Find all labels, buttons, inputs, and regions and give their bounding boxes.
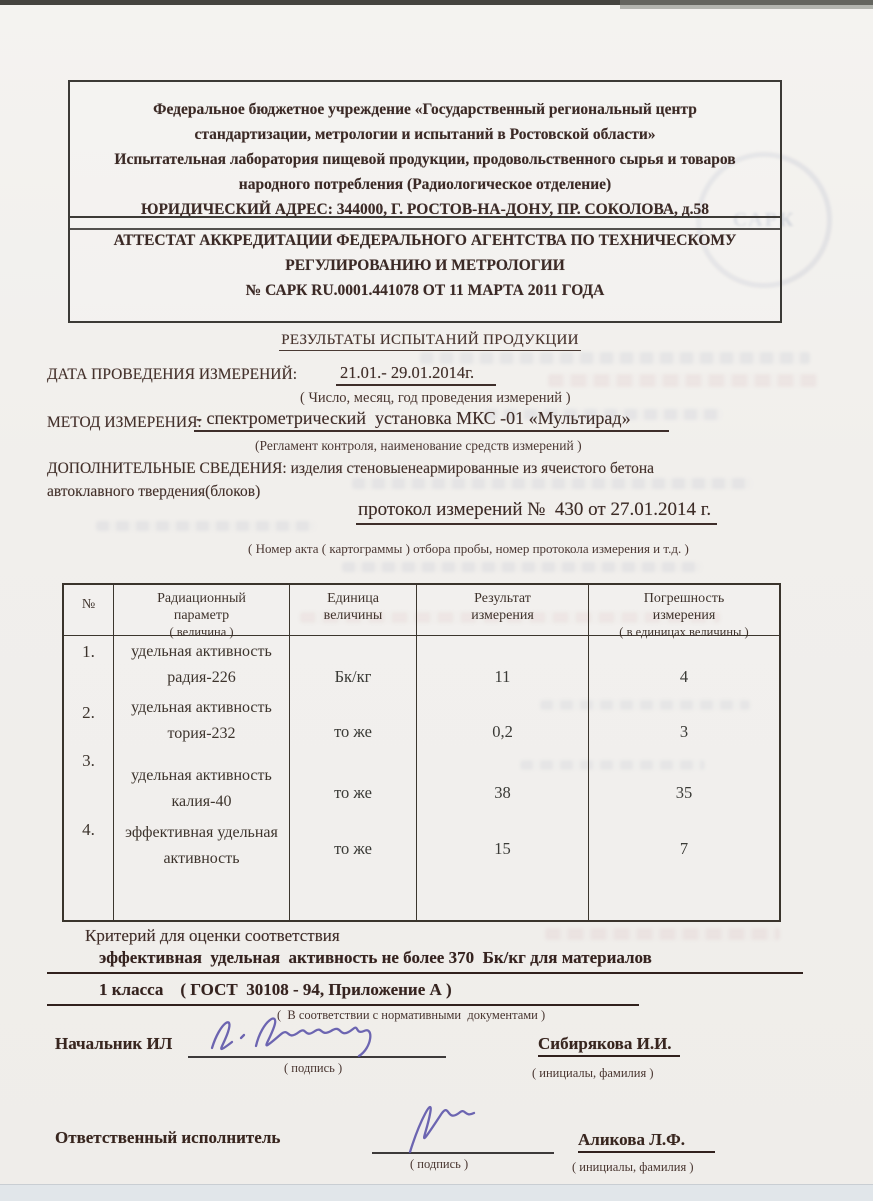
scan-top-edge-shadow: [620, 0, 873, 9]
header-cell-result: [417, 585, 589, 636]
header-error-line: измерения: [652, 608, 716, 623]
scan-bottom-edge: [0, 1184, 873, 1201]
header-param-line: Радиационный: [157, 591, 246, 606]
method-label: МЕТОД ИЗМЕРЕНИЯ:: [47, 414, 202, 431]
row-parameter-line: радия-226: [167, 669, 236, 686]
header-unit-line: Единица: [327, 591, 379, 606]
row-parameter-line: эффективная удельная: [125, 824, 278, 841]
bleed-through-ghost: [545, 928, 780, 940]
header-cell-error: [589, 585, 779, 639]
row-number: 2.: [64, 694, 114, 750]
organization-header-box: [68, 80, 782, 230]
method-hint: (Регламент контроля, наименование средств измерений ): [255, 438, 582, 453]
row-error: 3: [679, 722, 689, 741]
bleed-through-ghost: [342, 562, 702, 572]
criteria-label: Критерий для оценки соответствия: [85, 926, 340, 945]
row-parameter-line: удельная активность: [131, 643, 272, 660]
table-header-row: [64, 585, 779, 639]
document-title-wrap: [0, 331, 860, 351]
row-result: 15: [417, 816, 589, 920]
row-number: 4.: [64, 816, 114, 920]
stamp-ghost-text: САРК: [732, 208, 796, 231]
header-error-subline: ( в единицах величины ): [619, 625, 749, 639]
header-param-subline: ( величина ): [169, 625, 234, 639]
criteria-line-2: 1 класса ( ГОСТ 30108 - 94, Приложение А ): [47, 980, 639, 1006]
row-parameter-line: тория-232: [167, 725, 236, 742]
head-handwritten-signature: [196, 1002, 432, 1060]
accreditation-number-line: № САРК RU.0001.441078 ОТ 11 МАРТА 2011 ГОДА: [245, 282, 605, 299]
row-parameter: [114, 750, 290, 816]
executor-role-label: Ответственный исполнитель: [55, 1128, 281, 1147]
row-unit: Бк/кг: [290, 636, 417, 694]
protocol-number-line: протокол измерений № 430 от 27.01.2014 г.: [356, 499, 717, 525]
method-value: - спектрометрический установка МКС -01 «Мультирад»: [194, 408, 669, 432]
accreditation-box: [68, 216, 782, 323]
header-cell-num: [64, 585, 114, 636]
bleed-through-ghost: [548, 374, 818, 387]
accreditation-line: АТТЕСТАТ АККРЕДИТАЦИИ ФЕДЕРАЛЬНОГО АГЕНТСТВА ПО ТЕХНИЧЕСКОМУ: [113, 232, 737, 249]
protocol-hint: ( Номер акта ( картограммы ) отбора пробы, номер протокола измерения и т.д. ): [248, 541, 689, 556]
header-error-line: Погрешность: [643, 591, 725, 606]
org-line: Федеральное бюджетное учреждение «Государственный региональный центр: [153, 101, 697, 118]
table-row: [64, 694, 779, 750]
row-error: 7: [679, 839, 689, 858]
header-unit-line: величины: [323, 608, 383, 623]
executor-name: Аликова Л.Ф.: [578, 1130, 715, 1153]
table-row: [64, 750, 779, 816]
header-param-line: параметр: [173, 608, 230, 623]
row-number: 3.: [64, 750, 114, 816]
row-parameter: [114, 636, 290, 694]
row-result: 11: [417, 636, 589, 694]
date-hint: ( Число, месяц, год проведения измерений ): [300, 390, 571, 406]
executor-handwritten-signature: [382, 1090, 508, 1156]
row-error: 35: [675, 783, 693, 802]
head-role-label: Начальник ИЛ: [55, 1034, 173, 1053]
header-cell-param: [114, 585, 290, 639]
header-result-line: Результат: [474, 591, 531, 606]
head-name-hint: ( инициалы, фамилия ): [532, 1066, 654, 1080]
row-parameter: [114, 816, 290, 920]
row-result: 38: [417, 750, 589, 816]
date-value: 21.01.- 29.01.2014г.: [336, 363, 496, 386]
row-result: 0,2: [417, 694, 589, 750]
row-unit: то же: [290, 694, 417, 750]
executor-signature-hint: ( подпись ): [410, 1157, 469, 1171]
bleed-through-ghost: [96, 521, 316, 531]
executor-name-hint: ( инициалы, фамилия ): [572, 1160, 694, 1174]
row-parameter: [114, 694, 290, 750]
criteria-line-1: эффективная удельная активность не более 370 Бк/кг для материалов: [47, 948, 803, 974]
additional-info: ДОПОЛНИТЕЛЬНЫЕ СВЕДЕНИЯ: изделия стеновыенеармированные из ячеистого бетона автоклавного твердения(блоков): [47, 460, 658, 500]
row-unit: то же: [290, 750, 417, 816]
date-label: ДАТА ПРОВЕДЕНИЯ ИЗМЕРЕНИЙ:: [47, 366, 297, 383]
head-name: Сибирякова И.И.: [538, 1034, 680, 1057]
row-unit: то же: [290, 816, 417, 920]
org-address-line: ЮРИДИЧЕСКИЙ АДРЕС: 344000, Г. РОСТОВ-НА-ДОНУ, ПР. СОКОЛОВА, д.58: [141, 201, 709, 218]
row-parameter-line: удельная активность: [131, 767, 272, 784]
results-table: [62, 583, 781, 922]
header-num-label: №: [81, 597, 96, 612]
row-parameter-line: калия-40: [171, 793, 232, 810]
criteria-hint: ( В соответствии с нормативными документами ): [277, 1008, 546, 1022]
row-parameter-line: удельная активность: [131, 699, 272, 716]
accreditation-line: РЕГУЛИРОВАНИЮ И МЕТРОЛОГИИ: [285, 257, 565, 274]
header-result-line: измерения: [471, 608, 534, 623]
row-number: 1.: [64, 636, 114, 694]
table-row: [64, 816, 779, 920]
header-cell-unit: [290, 585, 417, 636]
document-title: РЕЗУЛЬТАТЫ ИСПЫТАНИЙ ПРОДУКЦИИ: [279, 332, 581, 351]
org-line: Испытательная лаборатория пищевой продукции, продовольственного сырья и товаров: [114, 151, 736, 168]
table-row: [64, 636, 779, 694]
org-line: стандартизации, метрологии и испытаний в Ростовской области»: [194, 126, 656, 143]
row-error: 4: [679, 667, 689, 686]
head-signature-hint: ( подпись ): [284, 1061, 343, 1075]
org-line: народного потребления (Радиологическое отделение): [238, 176, 612, 193]
row-parameter-line: активность: [163, 850, 240, 867]
